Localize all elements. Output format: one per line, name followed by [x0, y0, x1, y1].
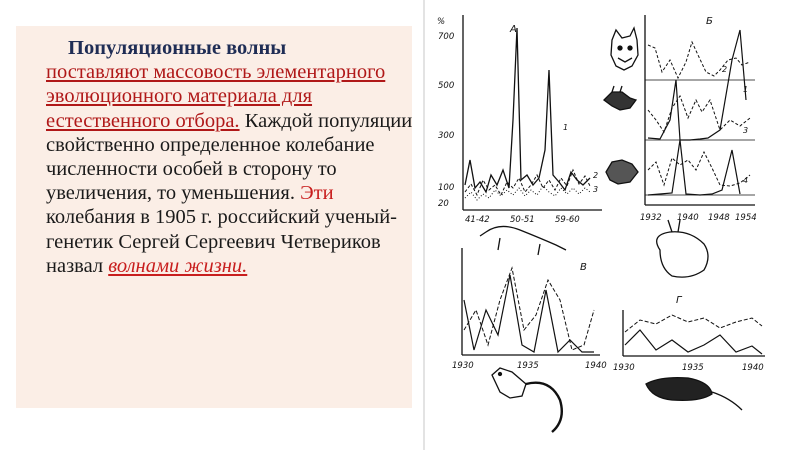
v-x-tick-1940: 1940: [585, 361, 607, 371]
marten-icon: [606, 160, 638, 184]
panel-g-series-solid: [625, 330, 762, 354]
x-tick-50-51: 50-51: [510, 215, 535, 225]
red-sentence-start: Эти: [300, 182, 334, 205]
panel-a-series-1: [465, 28, 590, 192]
b-label-1: 1: [743, 85, 749, 94]
panel-g-series-dashed: [625, 315, 762, 332]
panel-b-series-4: [648, 152, 750, 186]
lynx-icon: [611, 28, 638, 70]
panel-g-letter: Г: [676, 295, 682, 306]
fox-icon: [604, 86, 636, 110]
series-label-2: 2: [593, 171, 599, 180]
b-x-tick-1948: 1948: [708, 213, 730, 223]
panel-b-series-3: [648, 96, 750, 132]
b-x-tick-1940: 1940: [677, 213, 699, 223]
b-label-4: 4: [743, 176, 749, 185]
hare-icon: [657, 220, 708, 277]
g-x-tick-1930: 1930: [613, 363, 635, 373]
heading: Популяционные волны: [68, 37, 287, 59]
g-x-tick-1935: 1935: [682, 363, 704, 373]
stoat-icon: [480, 226, 566, 255]
y-tick-100: 100: [438, 183, 455, 193]
red-statement: поставляют массовость элементарного эволюционного материала для естественного отбора.: [46, 61, 386, 132]
mouse-icon: [646, 378, 742, 410]
v-x-tick-1930: 1930: [452, 361, 474, 371]
b-x-tick-1932: 1932: [640, 213, 662, 223]
panel-a-series-2: [465, 170, 590, 195]
body-text-2: колебания в 1905 г. российский ученый-генетик Сергей Сергеевич Четвериков назвал: [46, 206, 398, 277]
y-tick-700: 700: [438, 32, 455, 42]
b-label-2: 2: [722, 65, 728, 74]
panel-b-series-1: [648, 30, 749, 140]
panel-a-letter: А: [510, 24, 517, 35]
series-label-1: 1: [563, 123, 569, 132]
panel-b-series-4-solid: [648, 140, 740, 195]
g-x-tick-1940: 1940: [742, 363, 764, 373]
panel-v-letter: В: [580, 262, 587, 273]
x-tick-41-42: 41-42: [465, 215, 490, 225]
series-label-3: 3: [593, 185, 599, 194]
body-text: Каждой популяции свойственно определенное колебание численности особей в сторону то увеличения, то уменьшения.: [46, 109, 413, 205]
panel-b-series-2: [648, 42, 750, 78]
y-tick-500: 500: [438, 81, 455, 91]
panel-v-series-dashed: [464, 268, 594, 350]
b-x-tick-1954: 1954: [735, 213, 757, 223]
panel-a: [437, 15, 602, 225]
panel-a-unit: %: [437, 17, 446, 27]
panel-b-letter: Б: [706, 16, 713, 27]
y-tick-300: 300: [438, 131, 455, 141]
b-label-3: 3: [743, 126, 749, 135]
panel-g: [613, 220, 765, 410]
waves-of-life-link[interactable]: волнами жизни.: [108, 254, 248, 277]
squirrel-icon: [492, 368, 562, 432]
panel-v: [452, 226, 607, 432]
x-tick-59-60: 59-60: [555, 215, 580, 225]
panel-b: [604, 15, 757, 223]
y-tick-20: 20: [438, 199, 449, 209]
v-x-tick-1935: 1935: [517, 361, 539, 371]
panel-v-series-solid: [464, 275, 594, 352]
